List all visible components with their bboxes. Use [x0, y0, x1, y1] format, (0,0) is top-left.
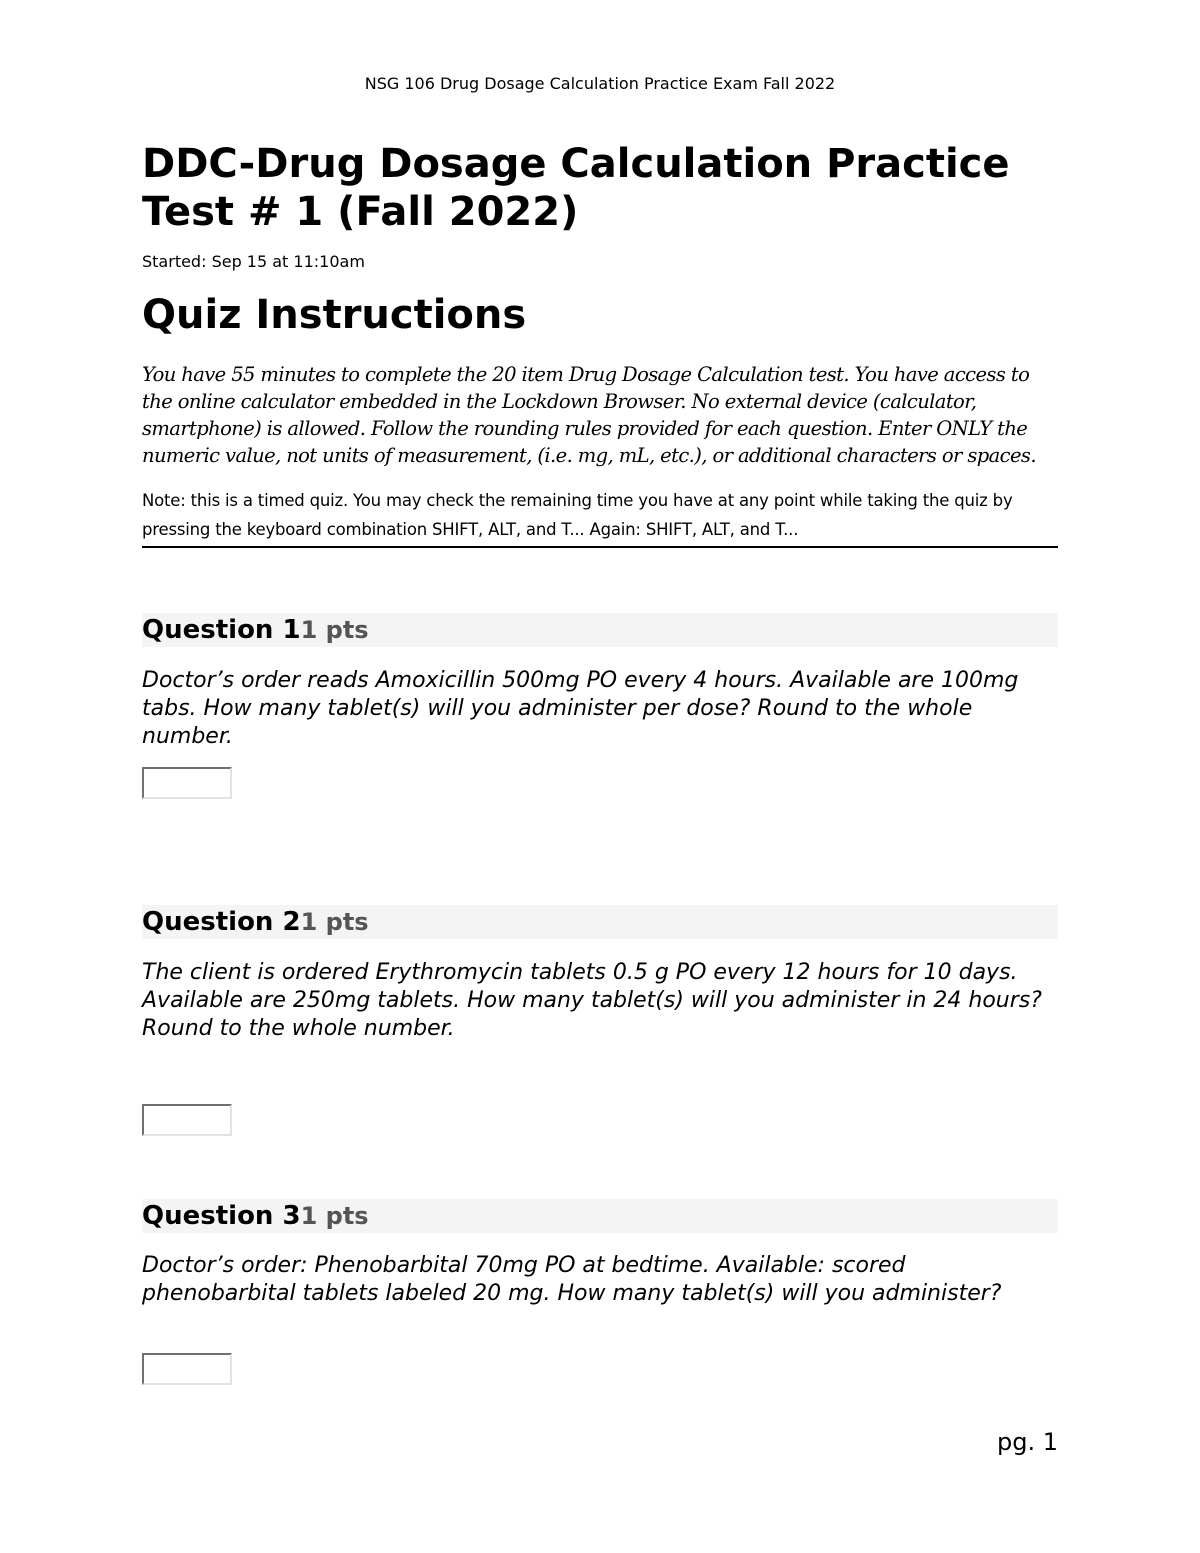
page-header: NSG 106 Drug Dosage Calculation Practice Exam Fall 2022	[364, 74, 836, 93]
started-time: Started: Sep 15 at 11:10am	[142, 252, 365, 271]
question-3-text: Doctor’s order: Phenobarbital 70mg PO at bedtime. Available: scored phenobarbital tablets labeled 20 mg. How many tablet(s) will you administer?	[142, 1253, 1002, 1306]
question-1-answer-input[interactable]	[142, 767, 232, 799]
question-label: Question 3	[142, 1201, 301, 1231]
question-2-text: The client is ordered Erythromycin tablets 0.5 g PO every 12 hours for 10 days. Available are 250mg tablets. How many tablet(s) will you administer in 24 hours? Round to the whole number.	[142, 960, 1042, 1041]
question-1-header	[142, 613, 1058, 647]
timed-note: Note: this is a timed quiz. You may check the remaining time you have at any point while taking the quiz by pressing the keyboard combination SHIFT, ALT, and T... Again: SHIFT, ALT, and T...	[142, 486, 1058, 548]
instructions-text: You have 55 minutes to complete the 20 item Drug Dosage Calculation test. You have access to the online calculator embedded in the Lockdown Browser. No external device (calculator, smartphone) is allowed. Follow the rounding rules provided for each question. Enter ONLY the numeric value, not units of measurement, (i.e. mg, mL, etc.), or additional characters or spaces.	[142, 363, 1036, 467]
question-points: 1 pts	[300, 616, 369, 644]
instructions-heading: Quiz Instructions	[142, 292, 527, 338]
question-3-header	[142, 1199, 1058, 1233]
quiz-title: DDC-Drug Dosage Calculation Practice Test # 1 (Fall 2022)	[142, 141, 1010, 235]
page-number: pg. 1	[997, 1428, 1058, 1456]
question-points: 1 pts	[300, 908, 369, 936]
question-points: 1 pts	[300, 1202, 369, 1230]
question-2-header	[142, 905, 1058, 939]
question-1-text: Doctor’s order reads Amoxicillin 500mg PO every 4 hours. Available are 100mg tabs. How many tablet(s) will you administer per dose? Round to the whole number.	[142, 668, 1019, 749]
question-2-answer-input[interactable]	[142, 1104, 232, 1136]
question-label: Question 1	[142, 615, 301, 645]
question-3-answer-input[interactable]	[142, 1353, 232, 1385]
question-label: Question 2	[142, 907, 301, 937]
